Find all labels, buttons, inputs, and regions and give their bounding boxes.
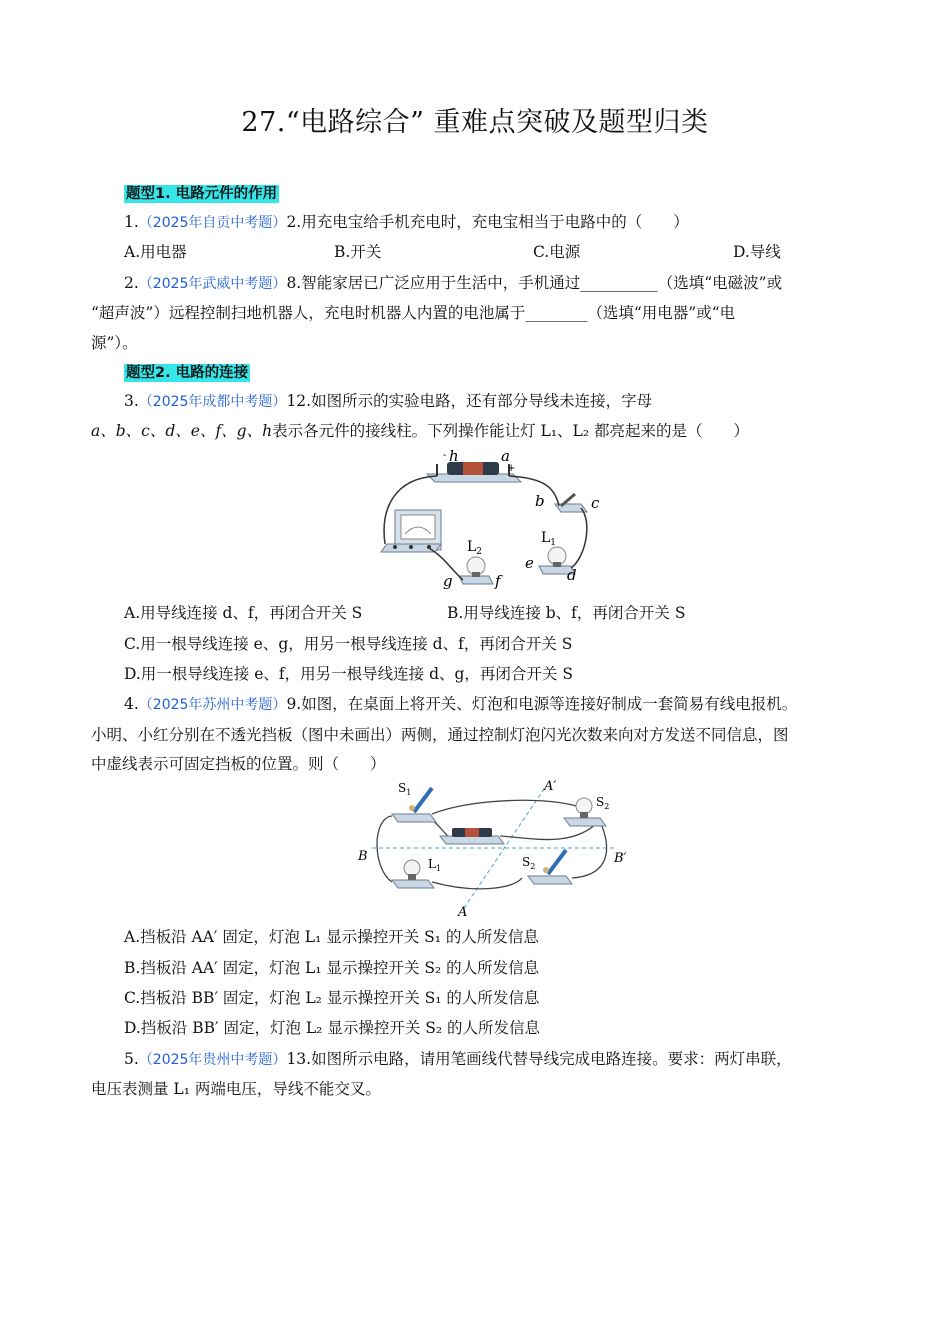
option-d: D.挡板沿 BB′ 固定，灯泡 L₂ 显示操控开关 S₂ 的人所发信息: [124, 1019, 541, 1037]
option-c: C.用一根导线连接 e、g，用另一根导线连接 d、f，再闭合开关 S: [124, 635, 573, 653]
terminal-f-label: f: [495, 572, 501, 590]
label-b-prime: B′: [614, 851, 627, 866]
question-stem: 8.智能家居已广泛应用于生活中，手机通过__________（选填“电磁波”或: [286, 274, 783, 292]
question-2: [124, 273, 782, 294]
switch-s1-label: $S_1$: [398, 781, 412, 797]
label-b: B: [358, 849, 368, 864]
question-number: 2.: [124, 274, 139, 292]
lamp-s2-label: $S_2$: [596, 795, 610, 811]
option-a: A.挡板沿 AA′ 固定，灯泡 L₁ 显示操控开关 S₁ 的人所发信息: [124, 928, 539, 946]
switch-s2-label: $S_2$: [522, 855, 536, 871]
circuit-figure-q3: [375, 448, 615, 593]
option-d: D.用一根导线连接 e、f，用另一根导线连接 d、g，再闭合开关 S: [124, 665, 573, 683]
question-source: （2025年自贡中考题）: [138, 215, 287, 231]
option-a: A.用导线连接 d、f，再闭合开关 S: [124, 604, 363, 622]
battery-minus-label: -: [443, 450, 447, 461]
question-stem: 12.如图所示的实验电路，还有部分导线未连接，字母: [286, 392, 653, 410]
question-stem: 13.如图所示电路，请用笔画线代替导线完成电路连接。要求：两灯串联，: [286, 1050, 792, 1068]
option-c: C.电源: [533, 243, 581, 261]
question-number: 3.: [124, 392, 139, 410]
question-5-line-2: 电压表测量 L₁ 两端电压，导线不能交叉。: [91, 1080, 381, 1098]
question-source: （2025年苏州中考题）: [138, 697, 287, 713]
question-3-line-2: [91, 421, 749, 441]
terminal-c-label: c: [591, 494, 600, 512]
terminal-h-label: h: [449, 448, 459, 465]
option-a: A.用电器: [124, 243, 187, 261]
terminal-letters: a、b、c、d、e、f、g、h: [91, 422, 273, 440]
terminal-b-label: b: [535, 492, 545, 510]
lamp-l1-label: $L_1$: [541, 530, 557, 548]
question-stem: 表示各元件的接线柱。下列操作能让灯 L₁、L₂ 都亮起来的是（ ）: [272, 422, 749, 440]
page-title: 27.“电路综合” 重难点突破及题型归类: [241, 107, 709, 138]
question-source: （2025年武威中考题）: [138, 276, 287, 292]
terminal-e-label: e: [525, 554, 534, 572]
label-a-prime: A′: [544, 779, 557, 794]
question-5: [124, 1049, 792, 1070]
question-4: [124, 694, 797, 715]
lamp-l2-label: $L_2$: [467, 539, 483, 557]
label-a: A: [458, 905, 468, 918]
question-2-line-2: “超声波”）远程控制扫地机器人，充电时机器人内置的电池属于________（选填“用电器”或“电: [91, 304, 736, 322]
question-1: [124, 212, 689, 233]
terminal-a-label: a: [501, 448, 510, 465]
terminal-d-label: d: [567, 566, 577, 584]
lamp-l1-label: $L_1$: [428, 857, 442, 873]
section-heading-2: 题型2. 电路的连接: [126, 365, 249, 381]
question-stem: 9.如图，在桌面上将开关、灯泡和电源等连接好制成一套简易有线电报机。: [286, 695, 798, 713]
question-number: 4.: [124, 695, 139, 713]
option-b: B.用导线连接 b、f，再闭合开关 S: [447, 604, 686, 622]
telegraph-figure-q4: [352, 778, 632, 918]
option-c: C.挡板沿 BB′ 固定，灯泡 L₂ 显示操控开关 S₁ 的人所发信息: [124, 989, 540, 1007]
terminal-g-label: g: [443, 572, 453, 590]
question-stem: 2.用充电宝给手机充电时，充电宝相当于电路中的（ ）: [286, 213, 689, 231]
question-number: 5.: [124, 1050, 139, 1068]
question-number: 1.: [124, 213, 139, 231]
option-b: B.开关: [334, 243, 382, 261]
section-heading-1: 题型1. 电路元件的作用: [126, 186, 278, 202]
question-4-line-2: 小明、小红分别在不透光挡板（图中未画出）两侧，通过控制灯泡闪光次数来向对方发送不同信息，图: [91, 726, 789, 744]
battery-plus-label: +: [507, 463, 516, 474]
question-source: （2025年贵州中考题）: [138, 1052, 287, 1068]
question-3: [124, 391, 652, 412]
option-b: B.挡板沿 AA′ 固定，灯泡 L₁ 显示操控开关 S₂ 的人所发信息: [124, 959, 540, 977]
option-d: D.导线: [733, 243, 781, 261]
question-4-line-3: 中虚线表示可固定挡板的位置。则（ ）: [91, 755, 386, 773]
question-2-line-3: 源”）。: [91, 334, 138, 352]
question-source: （2025年成都中考题）: [138, 394, 287, 410]
